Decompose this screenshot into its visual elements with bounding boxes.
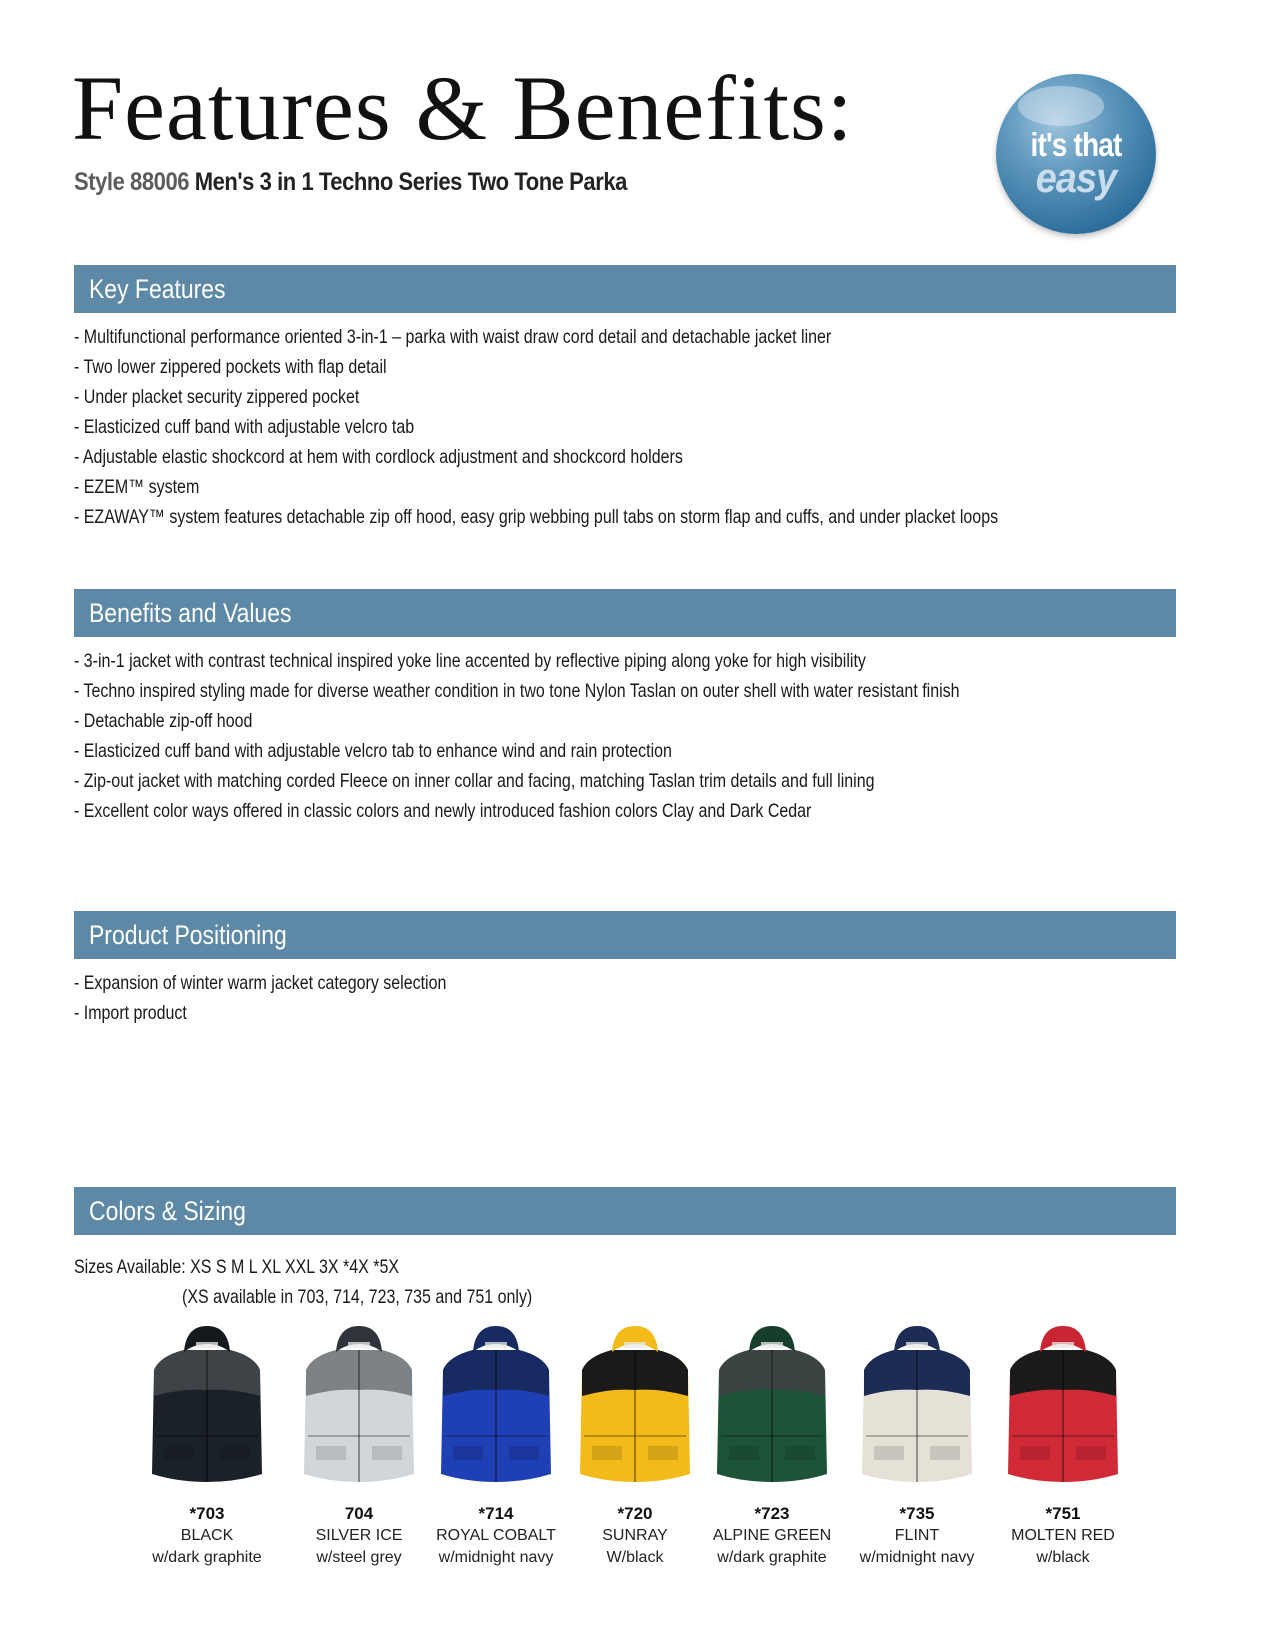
color-name: BLACK <box>180 1527 234 1544</box>
color-trim: w/dark graphite <box>717 1549 827 1566</box>
list-item: - Expansion of winter warm jacket category selection <box>74 972 447 994</box>
list-item: - 3-in-1 jacket with contrast technical inspired yoke line accented by reflective piping along yoke for high visibility <box>74 650 866 672</box>
color-code: *723 <box>754 1504 790 1523</box>
product-subtitle <box>74 168 627 197</box>
color-swatch <box>988 1324 1138 1564</box>
color-trim: w/midnight navy <box>438 1549 554 1566</box>
section-title: Colors & Sizing <box>89 1196 246 1226</box>
its-that-easy-logo <box>996 74 1156 234</box>
list-item: - Detachable zip-off hood <box>74 710 253 732</box>
list-item: - Import product <box>74 1002 187 1024</box>
color-code: *720 <box>617 1504 653 1523</box>
jacket-icon <box>560 1324 710 1494</box>
list-item: - Two lower zippered pockets with flap detail <box>74 356 387 378</box>
list-item: - EZEM™ system <box>74 476 200 498</box>
color-trim: w/black <box>1036 1549 1090 1566</box>
section-header-key-features <box>74 265 1176 313</box>
color-name: ROYAL COBALT <box>436 1527 556 1544</box>
color-code: *751 <box>1045 1504 1081 1523</box>
section-title: Benefits and Values <box>89 598 292 628</box>
color-name: FLINT <box>894 1527 940 1544</box>
list-item: - Techno inspired styling made for diverse weather condition in two tone Nylon Taslan on outer shell with water resistant finish <box>74 680 960 702</box>
section-header-colors-sizing <box>74 1187 1176 1235</box>
color-trim: w/midnight navy <box>859 1549 975 1566</box>
logo-gloss <box>1018 86 1104 126</box>
color-name: ALPINE GREEN <box>712 1527 832 1544</box>
list-item: - Excellent color ways offered in classic colors and newly introduced fashion colors Clay and Dark Cedar <box>74 800 812 822</box>
list-item: - Under placket security zippered pocket <box>74 386 360 408</box>
color-trim: w/steel grey <box>316 1549 402 1566</box>
jacket-icon <box>421 1324 571 1494</box>
section-header-benefits-values <box>74 589 1176 637</box>
benefits-values-list <box>74 646 1154 826</box>
color-code: *714 <box>478 1504 514 1523</box>
sizes-available: Sizes Available: XS S M L XL XXL 3X *4X *5X <box>74 1256 400 1278</box>
key-features-list <box>74 322 1201 532</box>
jacket-icon <box>842 1324 992 1494</box>
color-code: *735 <box>899 1504 935 1523</box>
sizes-note: (XS available in 703, 714, 723, 735 and 751 only) <box>182 1286 533 1308</box>
color-name: SILVER ICE <box>315 1527 403 1544</box>
list-item: - Zip-out jacket with matching corded Fleece on inner collar and facing, matching Taslan trim details and full lining <box>74 770 875 792</box>
color-name: MOLTEN RED <box>1011 1527 1115 1544</box>
color-name: SUNRAY <box>602 1527 668 1544</box>
color-code: *703 <box>189 1504 225 1523</box>
list-item: - Multifunctional performance oriented 3-in-1 – parka with waist draw cord detail and detachable jacket liner <box>74 326 832 348</box>
list-item: - Elasticized cuff band with adjustable velcro tab to enhance wind and rain protection <box>74 740 672 762</box>
color-trim: w/dark graphite <box>152 1549 262 1566</box>
color-code: 704 <box>344 1504 374 1523</box>
jacket-icon <box>284 1324 434 1494</box>
style-code: Style 88006 <box>74 168 190 196</box>
section-header-product-positioning <box>74 911 1176 959</box>
logo-line-1: it's that <box>1030 126 1122 163</box>
page-title: Features & Benefits: <box>72 57 854 159</box>
jacket-icon <box>988 1324 1138 1494</box>
jacket-icon <box>697 1324 847 1494</box>
list-item: - Elasticized cuff band with adjustable velcro tab <box>74 416 415 438</box>
product-name: Men's 3 in 1 Techno Series Two Tone Parka <box>194 168 627 196</box>
list-item: - EZAWAY™ system features detachable zip off hood, easy grip webbing pull tabs on storm flap and cuffs, and under placket loops <box>74 506 999 528</box>
section-title: Key Features <box>89 274 226 304</box>
product-positioning-list <box>74 968 528 1028</box>
section-title: Product Positioning <box>89 920 287 950</box>
jacket-icon <box>132 1324 282 1494</box>
logo-line-2: easy <box>1035 154 1117 201</box>
list-item: - Adjustable elastic shockcord at hem with cordlock adjustment and shockcord holders <box>74 446 683 468</box>
color-trim: W/black <box>606 1549 664 1566</box>
